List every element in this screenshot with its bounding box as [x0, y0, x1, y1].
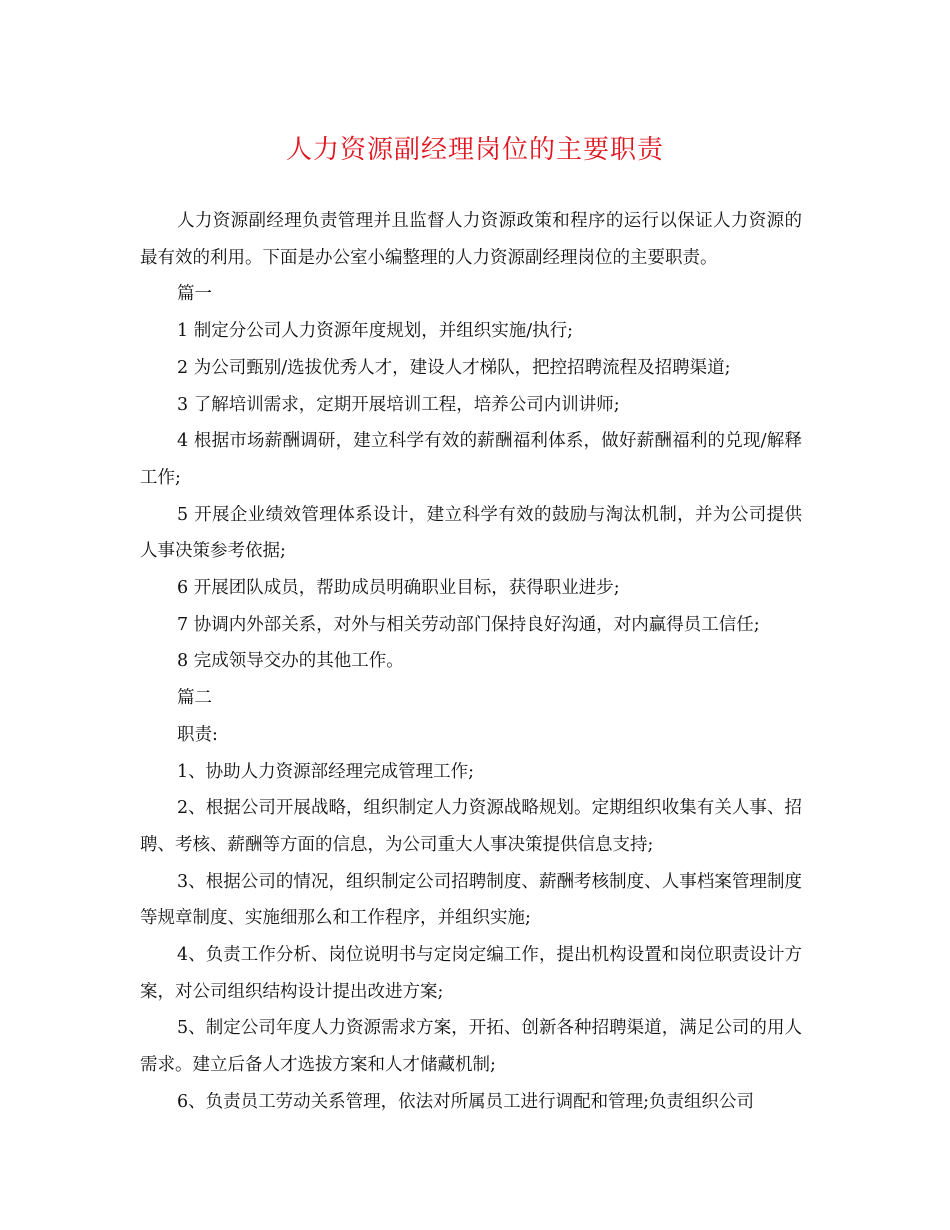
section-heading-part-two: 篇二 — [177, 688, 212, 709]
list-item: 1、协助人力资源部经理完成管理工作; — [177, 761, 475, 782]
intro-paragraph: 人力资源副经理负责管理并且监督人力资源政策和程序的运行以保证人力资源的最有效的利用。下面是办公室小编整理的人力资源副经理岗位的主要职责。 — [140, 211, 802, 268]
document-body — [140, 203, 802, 1121]
list-item: 3、根据公司的情况，组织制定公司招聘制度、薪酬考核制度、人事档案管理制度等规章制度、实施细那么和工作程序，并组织实施; — [140, 871, 802, 929]
list-item: 3 了解培训需求，定期开展培训工程，培养公司内训讲师; — [177, 394, 620, 415]
list-item: 6 开展团队成员，帮助成员明确职业目标，获得职业进步; — [177, 578, 620, 599]
section-heading-part-one: 篇一 — [177, 284, 212, 305]
list-item: 4、负责工作分析、岗位说明书与定岗定编工作，提出机构设置和岗位职责设计方案，对公司组织结构设计提出改进方案; — [140, 945, 802, 1002]
list-item: 8 完成领导交办的其他工作。 — [177, 651, 404, 672]
list-item: 5 开展企业绩效管理体系设计，建立科学有效的鼓励与淘汰机制，并为公司提供人事决策参考依据; — [140, 504, 802, 562]
list-item: 4 根据市场薪酬调研，建立科学有效的薪酬福利体系，做好薪酬福利的兑现/解释工作; — [140, 431, 802, 488]
list-item: 5、制定公司年度人力资源需求方案，开拓、创新各种招聘渠道，满足公司的用人需求。建立后备人才选拔方案和人才储藏机制; — [140, 1018, 802, 1076]
list-item: 7 协调内外部关系，对外与相关劳动部门保持良好沟通，对内赢得员工信任; — [177, 614, 760, 635]
document-title: 人力资源副经理岗位的主要职责 — [285, 135, 664, 165]
list-item: 6、负责员工劳动关系管理，依法对所属员工进行调配和管理;负责组织公司 — [177, 1091, 755, 1112]
list-item: 1 制定分公司人力资源年度规划，并组织实施/执行; — [177, 321, 573, 342]
list-item: 2、根据公司开展战略，组织制定人力资源战略规划。定期组织收集有关人事、招聘、考核、薪酬等方面的信息，为公司重大人事决策提供信息支持; — [140, 798, 802, 855]
responsibilities-label: 职责: — [177, 724, 218, 745]
list-item: 2 为公司甄别/选拔优秀人才，建设人才梯队，把控招聘流程及招聘渠道; — [177, 357, 731, 378]
